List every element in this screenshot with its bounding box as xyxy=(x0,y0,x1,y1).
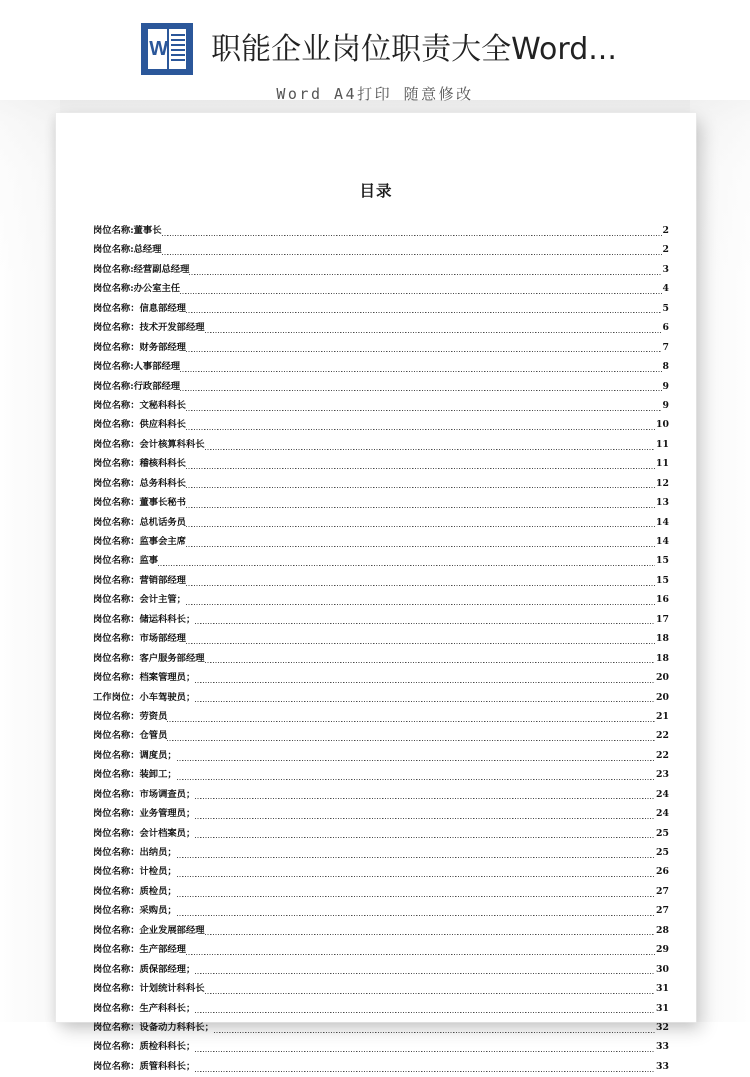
toc-entry[interactable] xyxy=(93,805,669,824)
toc-entry-label: 岗位名称：计检员； xyxy=(93,866,177,878)
word-logo-line xyxy=(171,39,185,41)
toc-entry-page-number: 7 xyxy=(662,341,669,353)
toc-entry-label: 岗位名称：财务部经理 xyxy=(93,341,186,353)
toc-entry-label: 岗位名称：稽核科科长 xyxy=(93,458,186,470)
toc-entry-label: 岗位名称:办公室主任 xyxy=(93,283,181,295)
toc-dot-leader xyxy=(177,907,655,917)
word-logo-icon xyxy=(141,23,193,75)
toc-entry[interactable] xyxy=(93,941,669,960)
toc-entry-label: 工作岗位：小车驾驶员； xyxy=(93,691,196,703)
toc-dot-leader xyxy=(195,1004,655,1014)
toc-entry-label: 岗位名称：设备动力科科长； xyxy=(93,1021,214,1033)
toc-entry[interactable] xyxy=(93,669,669,688)
word-logo-line xyxy=(171,44,185,46)
toc-entry-label: 岗位名称：文秘科科长 xyxy=(93,399,186,411)
toc-entry-page-number: 22 xyxy=(656,749,669,761)
toc-dot-leader xyxy=(205,926,655,936)
toc-dot-leader xyxy=(177,771,655,781)
toc-entry-page-number: 33 xyxy=(656,1060,669,1072)
toc-dot-leader xyxy=(177,888,655,898)
toc-entry[interactable] xyxy=(93,241,669,260)
toc-entry[interactable] xyxy=(93,844,669,863)
toc-entry[interactable] xyxy=(93,630,669,649)
toc-dot-leader xyxy=(195,790,655,800)
word-logo-line xyxy=(171,34,185,36)
toc-entry[interactable] xyxy=(93,922,669,941)
toc-entry-label: 岗位名称：会计核算科科长 xyxy=(93,438,205,450)
toc-dot-leader xyxy=(180,363,661,373)
toc-entry-page-number: 16 xyxy=(656,594,669,606)
toc-entry-label: 岗位名称：营销部经理 xyxy=(93,574,186,586)
toc-dot-leader xyxy=(189,266,661,276)
toc-entry-page-number: 5 xyxy=(662,302,669,314)
toc-entry-label: 岗位名称：企业发展部经理 xyxy=(93,924,205,936)
toc-entry-page-number: 14 xyxy=(656,536,669,547)
toc-entry[interactable] xyxy=(93,552,669,571)
toc-entry[interactable] xyxy=(93,902,669,921)
toc-entry-label: 岗位名称：总机话务员 xyxy=(93,516,186,528)
toc-entry-label: 岗位名称：调度员； xyxy=(93,749,177,761)
toc-dot-leader xyxy=(186,479,655,489)
toc-dot-leader xyxy=(186,304,662,314)
toc-entry-label: 岗位名称：总务科科长 xyxy=(93,477,186,489)
toc-entry[interactable] xyxy=(93,319,669,338)
toc-entry-label: 岗位名称：客户服务部经理 xyxy=(93,652,205,664)
toc-entry-label: 岗位名称：仓管员 xyxy=(93,730,168,742)
toc-entry-page-number: 17 xyxy=(656,613,669,625)
document-title: 目录 xyxy=(359,181,393,200)
toc-entry[interactable] xyxy=(93,611,669,630)
toc-entry-label: 岗位名称：储运科科长； xyxy=(93,613,196,625)
toc-entry-page-number: 26 xyxy=(656,866,669,878)
toc-entry-page-number: 12 xyxy=(656,477,669,489)
toc-entry[interactable] xyxy=(93,727,669,746)
toc-entry-label: 岗位名称:人事部经理 xyxy=(93,361,181,373)
toc-entry-page-number: 13 xyxy=(656,497,669,509)
toc-entry[interactable] xyxy=(93,1019,669,1038)
table-of-contents xyxy=(56,222,696,1077)
toc-entry-label: 岗位名称：生产科科长； xyxy=(93,1002,196,1014)
toc-entry-label: 岗位名称：质检科科长； xyxy=(93,1041,196,1053)
toc-entry[interactable] xyxy=(93,300,669,319)
word-logo-line xyxy=(171,54,185,56)
toc-dot-leader xyxy=(177,752,655,762)
toc-entry-label: 岗位名称：会计主管； xyxy=(93,594,186,606)
toc-entry[interactable] xyxy=(93,980,669,999)
toc-dot-leader xyxy=(195,1063,655,1073)
toc-entry-page-number: 15 xyxy=(656,574,669,586)
toc-entry-label: 岗位名称：供应科科长 xyxy=(93,419,186,431)
toc-dot-leader xyxy=(205,985,655,995)
toc-entry[interactable] xyxy=(93,339,669,358)
canvas-left-gutter xyxy=(0,100,60,1060)
toc-entry[interactable] xyxy=(93,1058,669,1077)
word-logo-lines xyxy=(171,34,185,64)
toc-entry-page-number: 20 xyxy=(656,672,669,684)
toc-entry-page-number: 6 xyxy=(662,322,669,334)
toc-entry-label: 岗位名称：监事会主席 xyxy=(93,536,186,547)
toc-entry-label: 岗位名称:董事长 xyxy=(93,225,162,236)
toc-entry-label: 岗位名称：装卸工； xyxy=(93,769,177,781)
word-logo-line xyxy=(171,59,185,61)
toc-entry-page-number: 28 xyxy=(656,924,669,936)
toc-entry-label: 岗位名称：采购员； xyxy=(93,905,177,917)
toc-dot-leader xyxy=(177,849,655,859)
canvas-right-gutter xyxy=(690,100,750,1060)
toc-entry[interactable] xyxy=(93,397,669,416)
toc-entry-page-number: 9 xyxy=(662,380,669,392)
toc-entry-label: 岗位名称：监事 xyxy=(93,555,159,567)
toc-dot-leader xyxy=(195,674,655,684)
toc-dot-leader xyxy=(180,382,661,392)
toc-dot-leader xyxy=(180,285,661,295)
toc-entry[interactable] xyxy=(93,261,669,280)
toc-dot-leader xyxy=(186,596,655,606)
toc-entry[interactable] xyxy=(93,650,669,669)
toc-entry-page-number: 32 xyxy=(656,1021,669,1033)
toc-entry[interactable] xyxy=(93,883,669,902)
toc-dot-leader xyxy=(186,343,662,353)
toc-entry-label: 岗位名称：质保部经理； xyxy=(93,963,196,975)
toc-dot-leader xyxy=(158,557,655,567)
toc-entry-label: 岗位名称：信息部经理 xyxy=(93,302,186,314)
toc-entry[interactable] xyxy=(93,533,669,552)
toc-entry-page-number: 25 xyxy=(656,827,669,839)
toc-entry-page-number: 18 xyxy=(656,633,669,645)
toc-entry-label: 岗位名称：董事长秘书 xyxy=(93,497,186,509)
toc-entry-page-number: 31 xyxy=(656,983,669,995)
toc-entry-label: 岗位名称：质管科科长； xyxy=(93,1060,196,1072)
toc-entry-label: 岗位名称：生产部经理 xyxy=(93,944,186,956)
toc-dot-leader xyxy=(162,246,662,256)
toc-entry-label: 岗位名称：技术开发部经理 xyxy=(93,322,205,334)
toc-dot-leader xyxy=(195,965,655,975)
toc-entry-label: 岗位名称：质检员； xyxy=(93,885,177,897)
toc-entry[interactable] xyxy=(93,863,669,882)
toc-dot-leader xyxy=(186,577,655,587)
toc-entry-page-number: 10 xyxy=(656,419,669,431)
toc-entry-page-number: 11 xyxy=(656,438,669,450)
toc-dot-leader xyxy=(205,324,662,334)
toc-entry-page-number: 27 xyxy=(656,885,669,897)
toc-entry-page-number: 33 xyxy=(656,1041,669,1053)
toc-entry-label: 岗位名称：市场调查员； xyxy=(93,788,196,800)
toc-dot-leader xyxy=(162,227,662,237)
word-logo-line xyxy=(171,49,185,51)
toc-entry-page-number: 30 xyxy=(656,963,669,975)
header-title-row xyxy=(0,23,750,75)
toc-dot-leader xyxy=(186,635,655,645)
toc-entry-label: 岗位名称:经营副总经理 xyxy=(93,263,190,275)
toc-entry-label: 岗位名称:总经理 xyxy=(93,244,162,256)
toc-dot-leader xyxy=(167,732,655,742)
toc-entry-page-number: 9 xyxy=(662,399,669,411)
toc-entry[interactable] xyxy=(93,475,669,494)
toc-entry[interactable] xyxy=(93,825,669,844)
word-logo-letter: W xyxy=(149,38,169,60)
toc-entry[interactable] xyxy=(93,591,669,610)
toc-entry[interactable] xyxy=(93,766,669,785)
toc-dot-leader xyxy=(195,810,655,820)
toc-entry-label: 岗位名称：计划统计科科长 xyxy=(93,983,205,995)
toc-entry[interactable] xyxy=(93,689,669,708)
toc-entry[interactable] xyxy=(93,222,669,241)
toc-entry[interactable] xyxy=(93,280,669,299)
toc-entry-page-number: 8 xyxy=(662,361,669,373)
toc-entry-label: 岗位名称：业务管理员； xyxy=(93,808,196,820)
toc-entry-page-number: 20 xyxy=(656,691,669,703)
toc-entry-page-number: 18 xyxy=(656,652,669,664)
toc-entry-page-number: 25 xyxy=(656,847,669,858)
toc-dot-leader xyxy=(195,829,655,839)
toc-entry[interactable] xyxy=(93,786,669,805)
toc-entry[interactable] xyxy=(93,747,669,766)
toc-entry-page-number: 22 xyxy=(656,730,669,742)
toc-dot-leader xyxy=(186,946,655,956)
toc-entry-page-number: 23 xyxy=(656,769,669,781)
page-title: 职能企业岗位职责大全Word... xyxy=(211,31,617,67)
toc-entry-page-number: 3 xyxy=(662,263,669,275)
toc-entry-page-number: 24 xyxy=(656,788,669,800)
toc-dot-leader xyxy=(195,1043,655,1053)
toc-dot-leader xyxy=(186,538,655,548)
document-page[interactable] xyxy=(56,113,696,1072)
toc-dot-leader xyxy=(186,421,655,431)
toc-dot-leader xyxy=(167,713,655,723)
toc-entry[interactable] xyxy=(93,1038,669,1057)
toc-entry[interactable] xyxy=(93,1000,669,1019)
toc-entry-page-number: 11 xyxy=(656,458,669,470)
toc-entry-page-number: 2 xyxy=(662,225,669,236)
toc-entry[interactable] xyxy=(93,455,669,474)
toc-entry[interactable] xyxy=(93,358,669,377)
toc-entry-page-number: 14 xyxy=(656,516,669,528)
preview-header xyxy=(0,0,750,103)
toc-entry-label: 岗位名称:行政部经理 xyxy=(93,380,181,392)
toc-entry-page-number: 4 xyxy=(662,283,669,295)
toc-entry[interactable] xyxy=(93,572,669,591)
toc-entry[interactable] xyxy=(93,378,669,397)
toc-dot-leader xyxy=(205,654,655,664)
toc-entry-page-number: 2 xyxy=(662,244,669,256)
toc-entry-page-number: 27 xyxy=(656,905,669,917)
toc-entry[interactable] xyxy=(93,416,669,435)
toc-entry[interactable] xyxy=(93,436,669,455)
toc-entry-label: 岗位名称：劳资员 xyxy=(93,710,168,722)
toc-dot-leader xyxy=(195,693,655,703)
toc-entry[interactable] xyxy=(93,514,669,533)
toc-entry-page-number: 15 xyxy=(656,555,669,567)
header-subtitle: Word A4打印 随意修改 xyxy=(276,85,474,103)
toc-dot-leader xyxy=(214,1024,655,1034)
toc-dot-leader xyxy=(186,402,662,412)
toc-entry[interactable] xyxy=(93,961,669,980)
toc-dot-leader xyxy=(177,868,655,878)
toc-dot-leader xyxy=(186,518,655,528)
toc-entry-page-number: 31 xyxy=(656,1002,669,1014)
toc-dot-leader xyxy=(186,460,655,470)
toc-entry[interactable] xyxy=(93,708,669,727)
toc-entry-page-number: 29 xyxy=(656,944,669,956)
toc-entry-label: 岗位名称：出纳员； xyxy=(93,847,177,858)
toc-entry[interactable] xyxy=(93,494,669,513)
toc-entry-page-number: 21 xyxy=(656,710,669,722)
toc-entry-label: 岗位名称：市场部经理 xyxy=(93,633,186,645)
toc-entry-page-number: 24 xyxy=(656,808,669,820)
toc-dot-leader xyxy=(195,615,655,625)
toc-entry-label: 岗位名称：会计档案员； xyxy=(93,827,196,839)
toc-dot-leader xyxy=(205,441,655,451)
toc-entry-label: 岗位名称：档案管理员； xyxy=(93,672,196,684)
toc-dot-leader xyxy=(186,499,655,509)
